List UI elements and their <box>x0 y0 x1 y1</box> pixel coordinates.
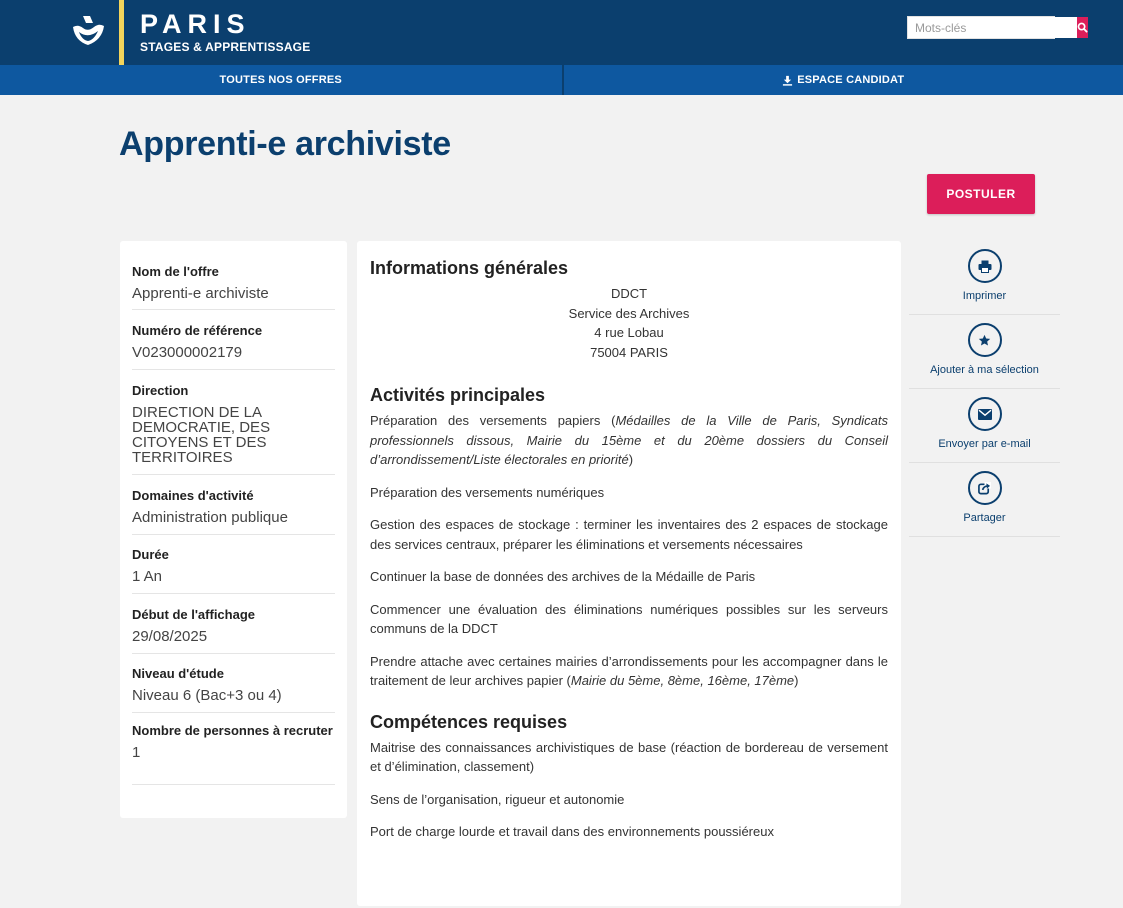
skill-item: Sens de l’organisation, rigueur et autonomie <box>370 791 625 807</box>
email-action[interactable] <box>909 389 1060 463</box>
offer-info-card <box>120 241 347 818</box>
activity-item: Continuer la base de données des archives de la Médaille de Paris <box>370 569 756 584</box>
search-button[interactable] <box>1077 17 1088 38</box>
skill-item: Port de charge lourde et travail dans des environnements poussiéreux <box>370 824 774 839</box>
address-line: DDCT <box>610 286 648 301</box>
skill-item: Maitrise des connaissances archivistiques de base (réaction de bordereau de versement et d’élimination, classement) <box>370 739 888 774</box>
nav-candidate-label: ESPACE CANDIDAT <box>797 74 905 86</box>
info-label: Nombre de personnes à recruter <box>132 723 333 738</box>
info-value: Administration publique <box>132 509 288 526</box>
activity-item: Gestion des espaces de stockage : terminer les inventaires des 2 espaces de stockage des services centraux, préparer les éliminations et versements nécessaires <box>370 517 888 552</box>
nav-all-offers[interactable] <box>0 65 562 95</box>
printer-icon <box>978 260 992 273</box>
info-direction <box>132 370 335 475</box>
info-label: Direction <box>132 383 189 398</box>
info-reference <box>132 310 335 370</box>
activity-text: Préparation des versements papiers ( <box>370 413 616 428</box>
info-value: 1 <box>132 744 141 761</box>
envelope-icon <box>978 409 992 420</box>
info-value: 29/08/2025 <box>132 628 208 645</box>
offer-actions <box>909 241 1060 537</box>
activity-text: ) <box>628 452 634 467</box>
main-nav <box>0 65 1123 95</box>
email-label[interactable]: Envoyer par e-mail <box>938 438 1031 450</box>
print-action[interactable] <box>909 241 1060 315</box>
info-label: Domaines d'activité <box>132 488 254 503</box>
activity-italic: Mairie du 5ème, 8ème, 16ème, 17ème <box>570 673 795 688</box>
info-value: Apprenti-e archiviste <box>132 285 269 302</box>
offer-details-card <box>357 241 901 906</box>
general-info-heading: Informations générales <box>370 258 569 278</box>
print-label[interactable]: Imprimer <box>962 290 1007 302</box>
info-posting-start <box>132 594 335 654</box>
activity-text: ) <box>794 673 799 688</box>
activities-heading: Activités principales <box>370 385 546 405</box>
activity-item <box>370 411 888 470</box>
info-value: Niveau 6 (Bac+3 ou 4) <box>132 687 282 704</box>
address-block <box>370 284 888 362</box>
info-value: V023000002179 <box>132 344 243 361</box>
share-button[interactable] <box>968 471 1002 505</box>
info-label: Durée <box>132 547 169 562</box>
site-header <box>0 0 1123 65</box>
page-title: Apprenti-e archiviste <box>119 125 451 163</box>
address-line: 4 rue Lobau <box>594 325 664 340</box>
skills-heading: Compétences requises <box>370 711 568 732</box>
activity-text: Prendre attache avec certaines mairies d’arrondissements pour les accompagner dans le traitement de leur archives papier ( <box>370 653 888 688</box>
activity-item: Commencer une évaluation des éliminations numériques possibles sur les serveurs communs de la DDCT <box>370 601 888 636</box>
brand-title[interactable]: PARIS <box>140 9 251 39</box>
email-button[interactable] <box>968 397 1002 431</box>
activity-item: Préparation des versements numériques <box>370 484 605 500</box>
search-input[interactable] <box>908 17 1077 38</box>
info-domains <box>132 475 335 535</box>
share-icon <box>978 482 991 495</box>
print-button[interactable] <box>968 249 1002 283</box>
brand-subtitle[interactable]: STAGES & APPRENTISSAGE <box>140 40 311 54</box>
info-label: Numéro de référence <box>132 323 263 338</box>
star-icon <box>978 334 991 347</box>
apply-button[interactable]: POSTULER <box>927 174 1035 214</box>
info-value: 1 An <box>132 568 163 585</box>
address-line: Service des Archives <box>568 305 690 321</box>
info-value: DIRECTION DE LA DEMOCRATIE, DES CITOYENS ET DES TERRITOIRES <box>132 404 271 466</box>
share-action[interactable] <box>909 463 1060 537</box>
activity-item <box>370 652 888 691</box>
address-line: 75004 PARIS <box>590 344 668 360</box>
info-study-level <box>132 654 335 713</box>
logo-divider <box>119 0 124 65</box>
add-selection-button[interactable] <box>968 323 1002 357</box>
nav-all-offers-label: TOUTES NOS OFFRES <box>219 74 342 86</box>
activity-italic: Médailles de la Ville de Paris, Syndicats professionnels dissous, Mairie du 15ème et du 20ème dossiers du Conseil d’arrondissement/Liste électorales en priorité <box>370 413 889 467</box>
nav-candidate-space[interactable] <box>562 65 1123 95</box>
add-selection-label[interactable]: Ajouter à ma sélection <box>930 364 1039 376</box>
paris-logo-icon[interactable] <box>70 14 106 48</box>
info-duration <box>132 535 335 594</box>
info-label: Niveau d'étude <box>132 666 224 681</box>
share-label[interactable]: Partager <box>963 512 1006 524</box>
info-offer-name <box>132 241 335 310</box>
info-label: Début de l'affichage <box>132 607 255 622</box>
download-icon <box>782 75 793 86</box>
search-icon <box>1077 22 1088 33</box>
search-box <box>907 16 1055 39</box>
info-label: Nom de l'offre <box>132 264 219 279</box>
info-headcount <box>132 713 335 785</box>
add-selection-action[interactable] <box>909 315 1060 389</box>
